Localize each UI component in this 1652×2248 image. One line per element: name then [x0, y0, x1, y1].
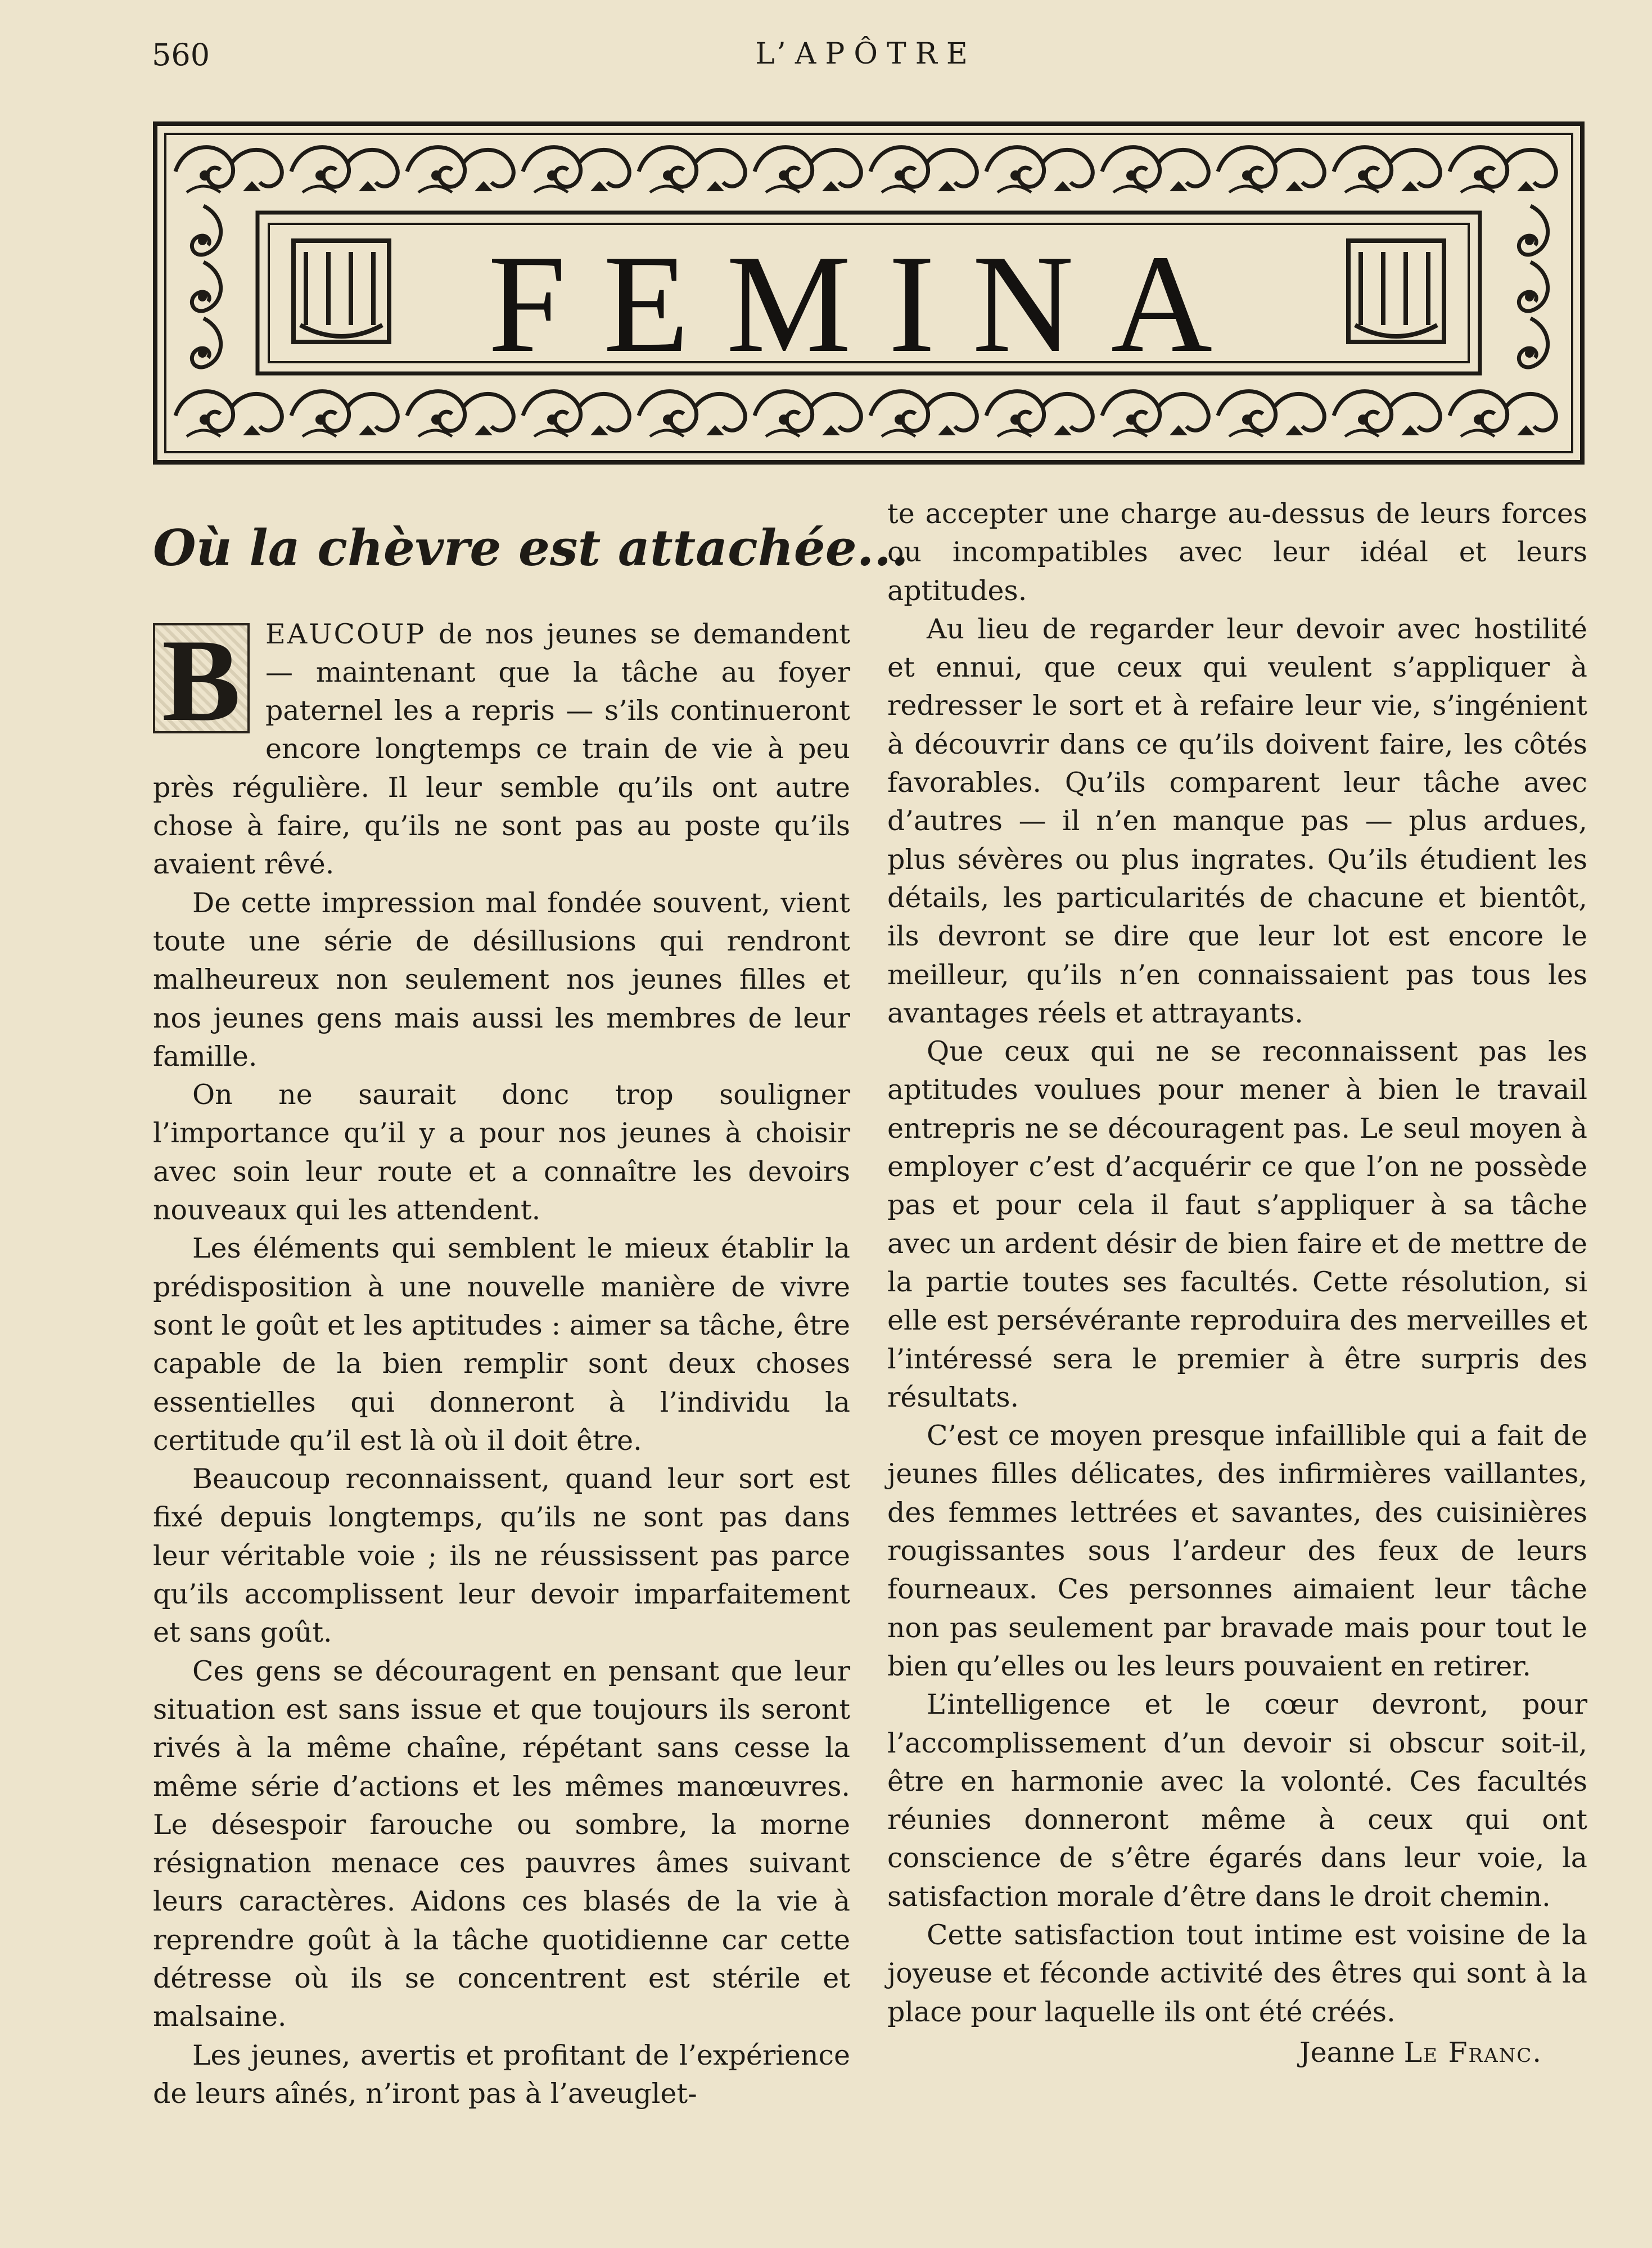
author-last-name: Le Franc. — [1403, 2036, 1542, 2069]
article-paragraph: Cette satisfaction tout intime est voisine de la joyeuse et féconde activité des êtres qui sont à la place pour laquelle ils ont été créés. — [887, 1918, 1587, 2028]
article-paragraph: Ces gens se découragent en pensant que leur situation est sans issue et que toujours ils seront rivés à la même chaîne, répétant sans cesse la même série d’actions et les mêmes manœuvres. Le désespoir farouche ou sombre, la morne résignation menace ces pauvres âmes suivant leurs caractères. Aidons ces blasés de la vie à reprendre goût à la tâche quotidienne car cette détresse où ils se concentrent est stérile et malsaine. — [153, 1655, 850, 2033]
article-paragraph: L’intelligence et le cœur devront, pour l’accomplissement d’un devoir si obscur soit-il, être en harmonie avec la volonté. Ces facultés réunies donneront même à ceux qui ont conscience de s’être égarés dans leur voie, la satisfaction morale d’être dans le droit chemin. — [887, 1688, 1587, 1913]
paragraph-text: de nos jeunes se demandent — maintenant que la tâche au foyer paternel les a repris — s’ils continueront encore longtemps ce train de vie à peu près régulière. Il leur semble qu’ils ont autre chose à faire, qu’ils ne sont pas au poste qu’ils avaient rêvé. — [153, 618, 850, 881]
article-paragraph — [153, 615, 850, 884]
dropcap-ornament — [153, 615, 250, 746]
first-word-rest: EAUCOUP — [265, 618, 426, 650]
article-headline: Où la chèvre est attachée... — [153, 519, 909, 577]
article-paragraph: Les jeunes, avertis et profitant de l’expérience de leurs aînés, n’iront pas à l’aveuglet- — [153, 2039, 850, 2110]
dropcap-letter: B — [161, 615, 241, 746]
journal-title: L’APÔTRE — [755, 37, 977, 71]
page-header — [152, 37, 1580, 82]
page-number: 560 — [152, 37, 210, 73]
article-paragraph: Que ceux qui ne se reconnaissent pas les aptitudes voulues pour mener à bien le travail entrepris ne se découragent pas. Le seul moyen à employer c’est d’acquérir ce que l’on ne possède pas et pour cela il faut s’appliquer à sa tâche avec un ardent désir de bien faire et de mettre de la partie toutes ses facultés. Cette résolution, si elle est persévérante reproduira des merveilles et l’intéressé sera le premier à être surpris des résultats. — [887, 1035, 1587, 1413]
section-banner — [153, 121, 1585, 465]
author-signature — [887, 2034, 1587, 2072]
author-first-name: Jeanne — [1299, 2036, 1395, 2069]
article-paragraph: Au lieu de regarder leur devoir avec hostilité et ennui, que ceux qui veulent s’appliquer à redresser le sort et à refaire leur vie, s’ingénient à découvrir dans ce qu’ils doivent faire, les côtés favorables. Qu’ils comparent leur tâche avec d’autres — il n’en manque pas — plus ardues, plus sévères ou plus ingrates. Qu’ils étudient les détails, les particularités de chacune et bientôt, ils devront se dire que leur lot est encore le meilleur, qu’ils n’en connaissaient pas tous les avantages réels et attrayants. — [887, 612, 1587, 1029]
article-paragraph: Beaucoup reconnaissent, quand leur sort est fixé depuis longtemps, qu’ils ne sont pas dans leur véritable voie ; ils ne réussissent pas parce qu’ils accomplissent leur devoir imparfaitement et sans goût. — [153, 1463, 850, 1649]
article-left-column — [153, 495, 909, 2113]
article-right-column — [887, 495, 1587, 2072]
article-paragraph: De cette impression mal fondée souvent, vient toute une série de désillusions qui rendront malheureux non seulement nos jeunes filles et nos jeunes gens mais aussi les membres de leur famille. — [153, 886, 850, 1073]
article-paragraph: C’est ce moyen presque infaillible qui a fait de jeunes filles délicates, des infirmières vaillantes, des femmes lettrées et savantes, des cuisinières rougissantes sous l’ardeur des feux de leurs fourneaux. Ces personnes aimaient leur tâche non pas seulement par bravade mais pour tout le bien qu’elles ou les leurs pouvaient en retirer. — [887, 1420, 1587, 1682]
article-paragraph: On ne saurait donc trop souligner l’importance qu’il y a pour nos jeunes à choisir avec soin leur route et a connaître les devoirs nouveaux qui les attendent. — [153, 1079, 850, 1227]
article-paragraph: te accepter une charge au-dessus de leurs forces ou incompatibles avec leur idéal et leurs aptitudes. — [887, 498, 1587, 607]
banner-title: FEMINA — [488, 226, 1250, 382]
article-paragraph: Les éléments qui semblent le mieux établir la prédisposition à une nouvelle manière de vivre sont le goût et les aptitudes : aimer sa tâche, être capable de la bien remplir sont deux choses essentielles qui donneront à l’individu la certitude qu’il est là où il doit être. — [153, 1232, 850, 1457]
